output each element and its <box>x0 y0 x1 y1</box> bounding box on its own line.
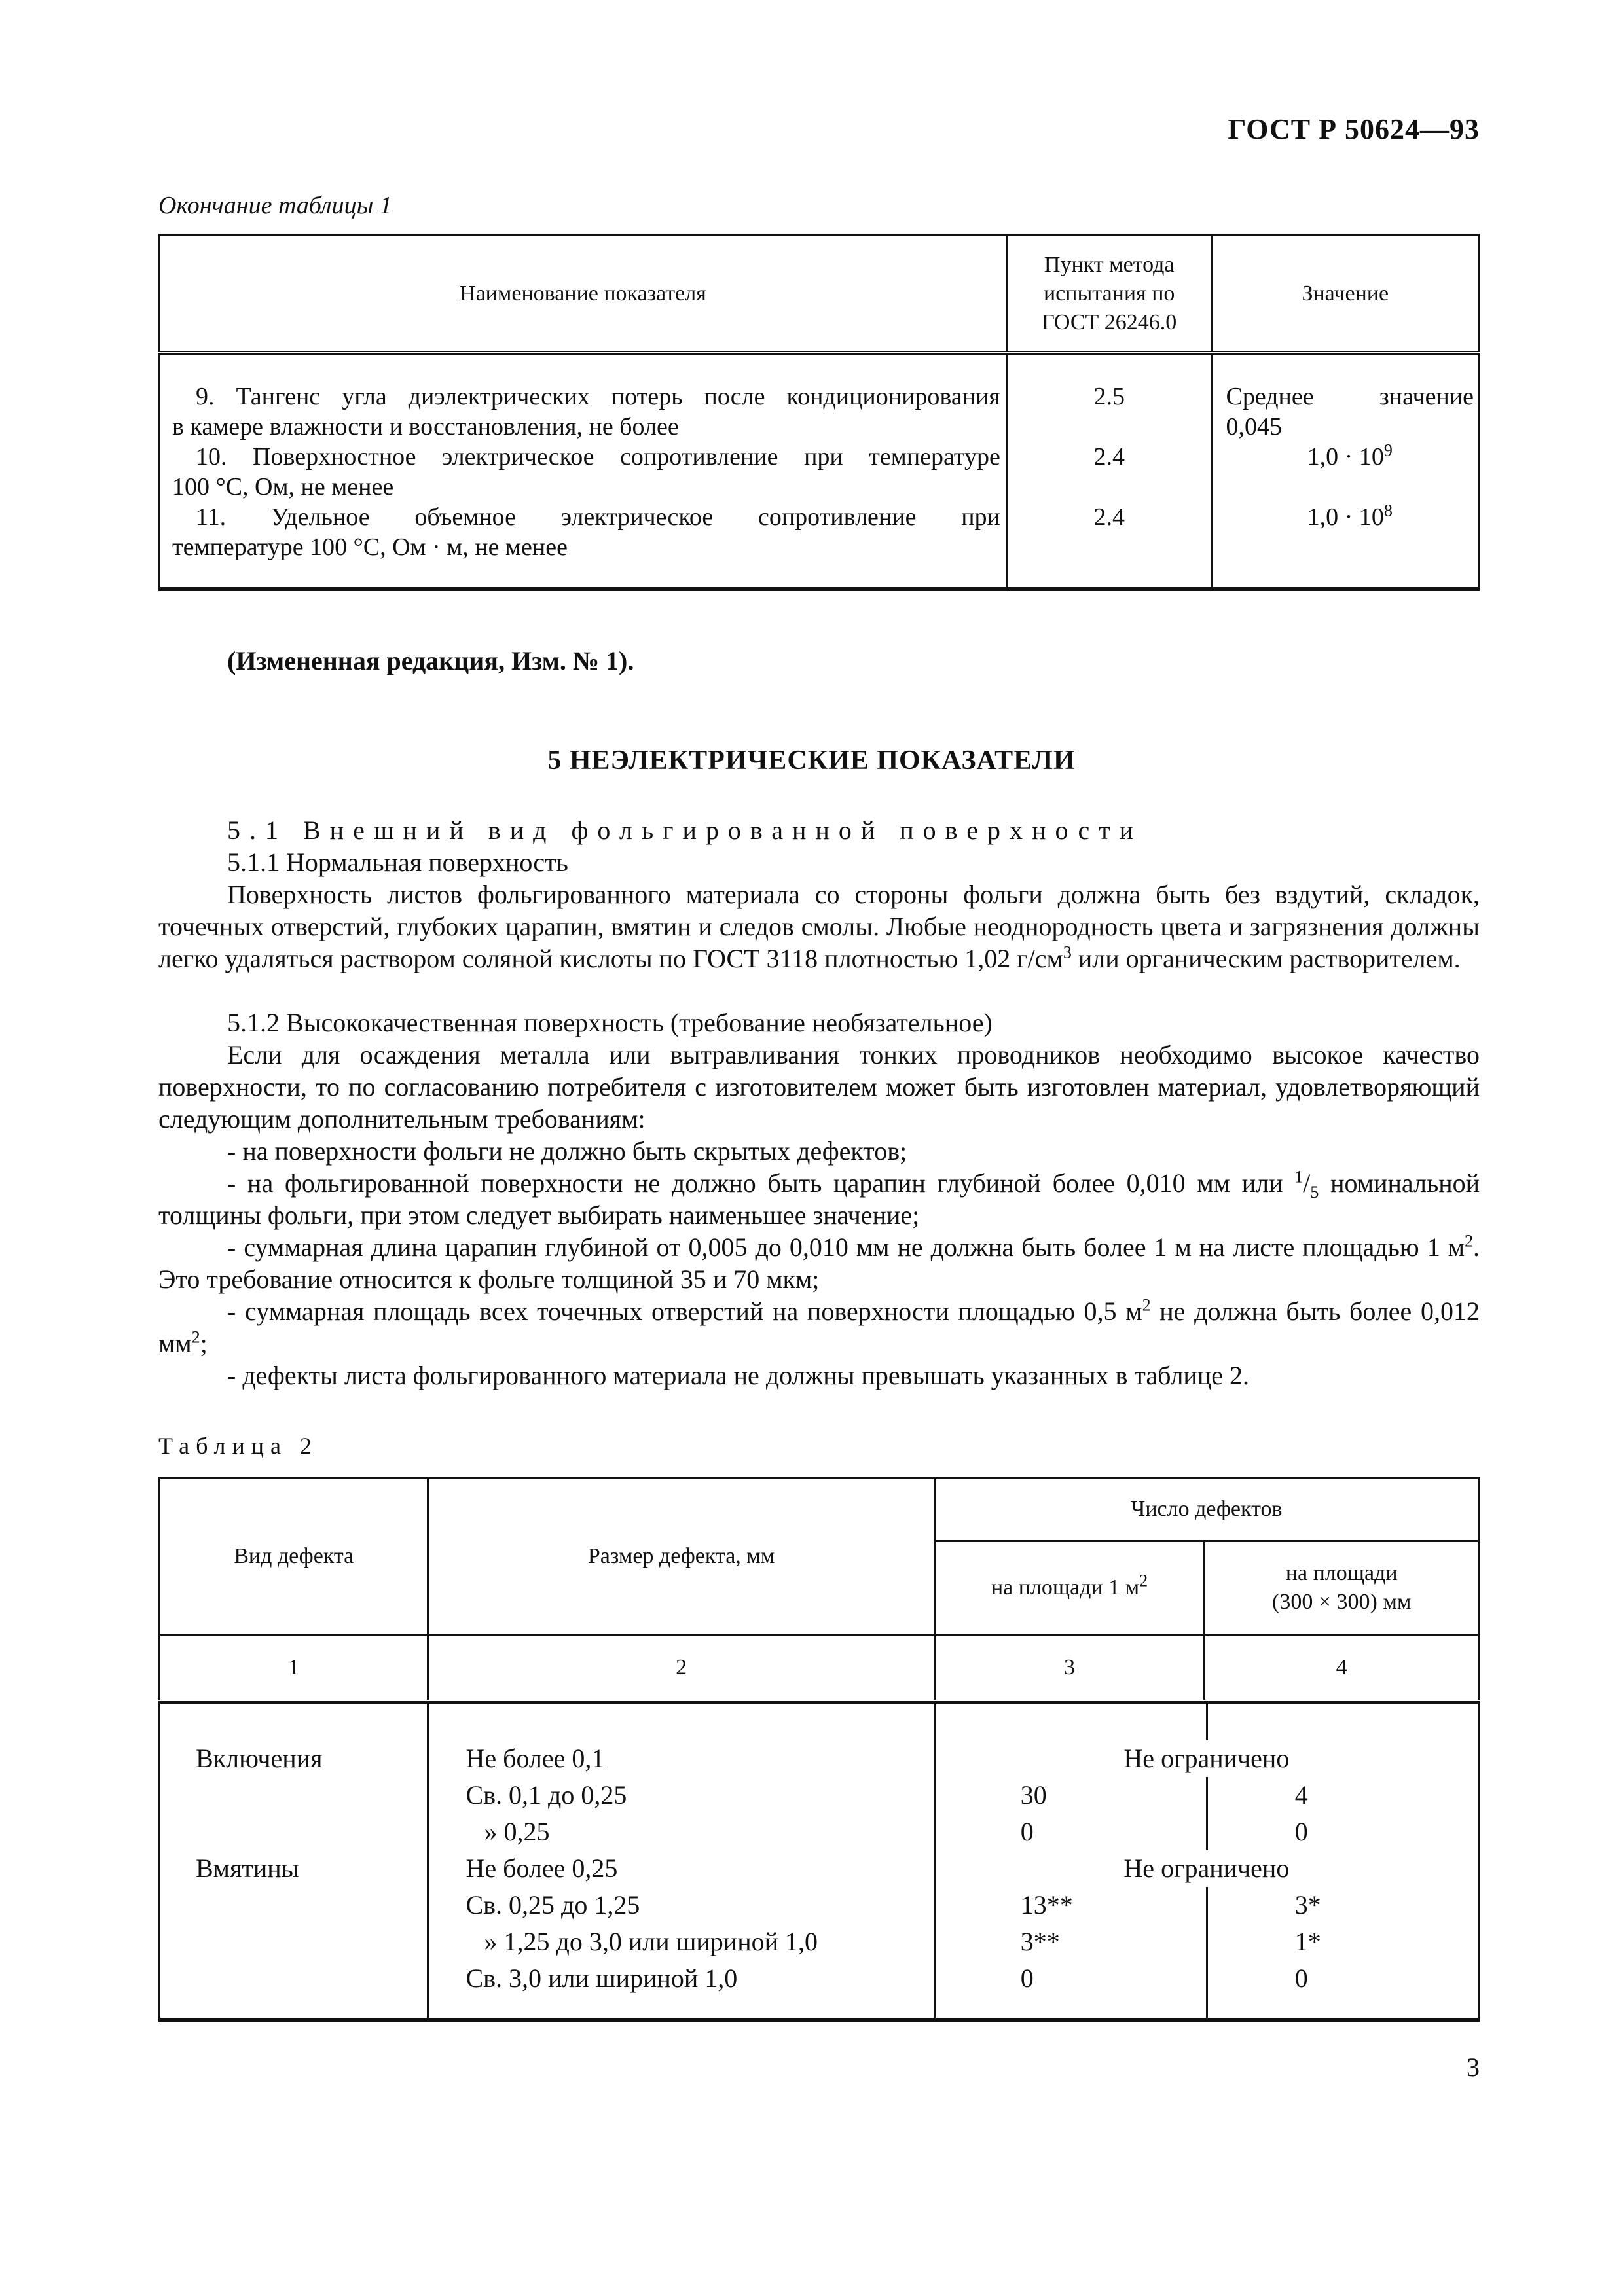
bullet-scratch-length <box>158 1231 1480 1295</box>
section-5-1-1-heading: 5.1.1 Нормальная поверхность <box>227 848 568 877</box>
table2-size: » 0,25 <box>484 1817 550 1846</box>
table2-colnum-2: 2 <box>428 1635 934 1701</box>
table2-header-row1 <box>160 1478 1479 1541</box>
table2-unlimited-dents: Не ограничено <box>1123 1854 1290 1883</box>
table2-inner-divider <box>1206 1777 1208 1850</box>
table2-count-1m2: 30 <box>1020 1780 1047 1810</box>
table1-row-9 <box>172 382 1000 442</box>
paragraph-normal-surface-text: Поверхность листов фольгированного материала со стороны фольги должна быть без вздутий, складок, точечных отверстий, глубоких царапин, вмятин и следов смолы. Любые неоднородность цвета и загрязнения должны легко удаляться раствором соляной кислоты по ГОСТ 3118 плотностью 1,02 г/см <box>158 880 1480 973</box>
table2-count-300: 4 <box>1294 1780 1308 1810</box>
table1-header-name: Наименование показателя <box>160 235 1007 353</box>
table2-header-area-300-line1: на площади <box>1285 1561 1398 1585</box>
table2-colnum-4: 4 <box>1205 1635 1479 1701</box>
table2-inner-divider <box>1206 1887 1208 2018</box>
table1-row-9-line2: в камере влажности и восстановления, не более <box>172 413 679 440</box>
table2-size: Св. 0,25 до 1,25 <box>465 1890 640 1920</box>
unit-superscript: 3 <box>1063 942 1072 962</box>
table2-count-1m2: 0 <box>1020 1817 1034 1846</box>
fraction-numerator: 1 <box>1294 1167 1304 1187</box>
table2-header-area-300 <box>1205 1541 1479 1635</box>
table2-header-size: Размер дефекта, мм <box>428 1478 934 1635</box>
table1-row-11-value-base: 1,0 · 10 <box>1307 503 1384 531</box>
table2-unlimited-inclusions: Не ограничено <box>1123 1744 1290 1773</box>
table1-row-11-value <box>1226 502 1474 562</box>
bullet-sheet-defects: - дефекты листа фольгированного материала не должны превышать указанных в таблице 2. <box>227 1361 1249 1390</box>
bullet-pinholes-mid: не должна быть более 0,012 мм <box>158 1297 1480 1358</box>
table1-row-9-method: 2.5 <box>1093 383 1125 410</box>
table2-colnum-3: 3 <box>934 1635 1205 1701</box>
table2-count-1m2: 0 <box>1020 1964 1034 1993</box>
table1-row-10-value-base: 1,0 · 10 <box>1307 443 1384 471</box>
table1-row-10-line1: 10. Поверхностное электрическое сопротивление при температуре <box>196 443 1000 471</box>
table1-row-11-value-exp: 8 <box>1383 501 1393 520</box>
table1-row-9-value <box>1226 382 1474 442</box>
section-5-1-heading-text: 5.1 Внешний вид фольгированной поверхности <box>227 816 1143 845</box>
table1-row-9-value-line1: Среднее значение <box>1226 383 1474 410</box>
table2-size: Не более 0,25 <box>465 1854 618 1883</box>
section-5-title: 5 НЕЭЛЕКТРИЧЕСКИЕ ПОКАЗАТЕЛИ <box>547 745 1076 776</box>
table2-inner-divider-top <box>1206 1704 1208 1740</box>
table2-sizes-cell <box>428 1703 934 2019</box>
paragraph-normal-surface <box>158 878 1480 975</box>
table1-header-method <box>1006 235 1212 353</box>
table2-size: » 1,25 до 3,0 или шириной 1,0 <box>484 1927 818 1956</box>
bullet-pinholes-text: - суммарная площадь всех точечных отверстий на поверхности площадью 0,5 м <box>227 1297 1142 1326</box>
table1-row-11-line2: температуре 100 °С, Ом · м, не менее <box>172 533 568 561</box>
table1-row-10-line2: 100 °С, Ом, не менее <box>172 473 394 501</box>
bullet-scratch-length-end: . Это требование относится к фольге толщиной 35 и 70 мкм; <box>158 1232 1480 1294</box>
table2-kind-inclusions: Включения <box>196 1744 323 1773</box>
table1-methods-cell <box>1006 355 1212 588</box>
table1-header-row <box>160 235 1479 353</box>
table2-caption: Таблица 2 <box>158 1433 318 1459</box>
fraction-denominator: 5 <box>1310 1183 1319 1202</box>
table1-values-cell <box>1212 355 1478 588</box>
paragraph-normal-surface-end: или органическим растворителем. <box>1071 944 1461 973</box>
table1-row-9-value-line2: 0,045 <box>1226 413 1283 440</box>
page-number: 3 <box>1467 2053 1480 2082</box>
table1-row-10-value <box>1226 442 1474 502</box>
section-5-1-heading <box>158 814 1480 846</box>
bullet-scratches <box>158 1167 1480 1231</box>
table1-row-9-line1: 9. Тангенс угла диэлектрических потерь после кондиционирования <box>196 383 1000 410</box>
fraction-slash: / <box>1303 1168 1311 1198</box>
table2-size: Не более 0,1 <box>465 1744 605 1773</box>
paragraph-high-quality: Если для осаждения металла или вытравливания тонких проводников необходимо высокое качество поверхности, то по согласованию потребителя с изготовителем может быть изготовлен материал, удовлетворяющий следующим дополнительным требованиям: <box>158 1040 1480 1134</box>
table1-bottom-border <box>160 588 1479 590</box>
bullet-scratches-end: номинальной толщины фольги, при этом следует выбирать наименьшее значение; <box>158 1168 1480 1230</box>
table1-names-cell <box>160 355 1007 588</box>
table1-row-11-line1: 11. Удельное объемное электрическое сопротивление при <box>196 503 1000 531</box>
table2-header-area-1m2 <box>934 1541 1205 1635</box>
bullet-scratch-length-text: - суммарная длина царапин глубиной от 0,005 до 0,010 мм не должна быть более 1 м на листе площадью 1 м <box>227 1232 1465 1262</box>
bullet-pinholes <box>158 1295 1480 1359</box>
table2 <box>158 1477 1480 2022</box>
unit-superscript: 2 <box>1142 1295 1151 1315</box>
table1 <box>158 234 1480 591</box>
table2-body <box>160 1703 1479 2019</box>
section-5-1-2-heading: 5.1.2 Высококачественная поверхность (требование необязательное) <box>227 1008 993 1037</box>
table2-header-count: Число дефектов <box>934 1478 1478 1541</box>
unit-superscript: 2 <box>191 1327 200 1347</box>
table2-column-numbers <box>160 1635 1479 1701</box>
table1-row-10 <box>172 442 1000 502</box>
table1-row-11 <box>172 502 1000 562</box>
table2-size: Св. 3,0 или шириной 1,0 <box>465 1964 738 1993</box>
table1-header-method-line: испытания по <box>1043 281 1175 306</box>
table1-row-10-method: 2.4 <box>1093 443 1125 471</box>
document-code: ГОСТ Р 50624—93 <box>1228 113 1480 145</box>
table2-header-area-1m2-text: на площади 1 м <box>991 1575 1140 1600</box>
unit-superscript: 2 <box>1139 1571 1148 1590</box>
table2-header-area-300-line2: (300 × 300) мм <box>1272 1590 1412 1614</box>
table2-counts-cell <box>934 1703 1478 2019</box>
table2-count-300: 3* <box>1294 1890 1321 1920</box>
table1-body <box>160 355 1479 588</box>
table2-size: Св. 0,1 до 0,25 <box>465 1780 627 1810</box>
bullet-hidden-defects: - на поверхности фольги не должно быть скрытых дефектов; <box>227 1136 907 1166</box>
table2-count-1m2: 13** <box>1020 1890 1073 1920</box>
table1-header-value: Значение <box>1212 235 1478 353</box>
table1-header-method-line: ГОСТ 26246.0 <box>1042 310 1177 334</box>
amendment-note: (Измененная редакция, Изм. № 1). <box>227 646 634 675</box>
table2-count-300: 1* <box>1294 1927 1321 1956</box>
table2-bottom-border <box>160 2019 1479 2021</box>
table1-header-method-line: Пункт метода <box>1044 252 1175 277</box>
table2-count-300: 0 <box>1294 1964 1308 1993</box>
bullet-pinholes-end: ; <box>200 1329 208 1358</box>
table2-header-kind: Вид дефекта <box>160 1478 428 1635</box>
table1-caption: Окончание таблицы 1 <box>158 192 392 219</box>
table2-kinds-cell <box>160 1703 428 2019</box>
table2-count-1m2: 3** <box>1020 1927 1060 1956</box>
table2-kind-dents: Вмятины <box>196 1854 299 1883</box>
table2-colnum-1: 1 <box>160 1635 428 1701</box>
table2-count-300: 0 <box>1294 1817 1308 1846</box>
table1-row-10-value-exp: 9 <box>1383 440 1393 460</box>
table1-row-11-method: 2.4 <box>1093 503 1125 531</box>
unit-superscript: 2 <box>1465 1231 1473 1251</box>
bullet-scratches-text: - на фольгированной поверхности не должно быть царапин глубиной более 0,010 мм или <box>227 1168 1295 1198</box>
